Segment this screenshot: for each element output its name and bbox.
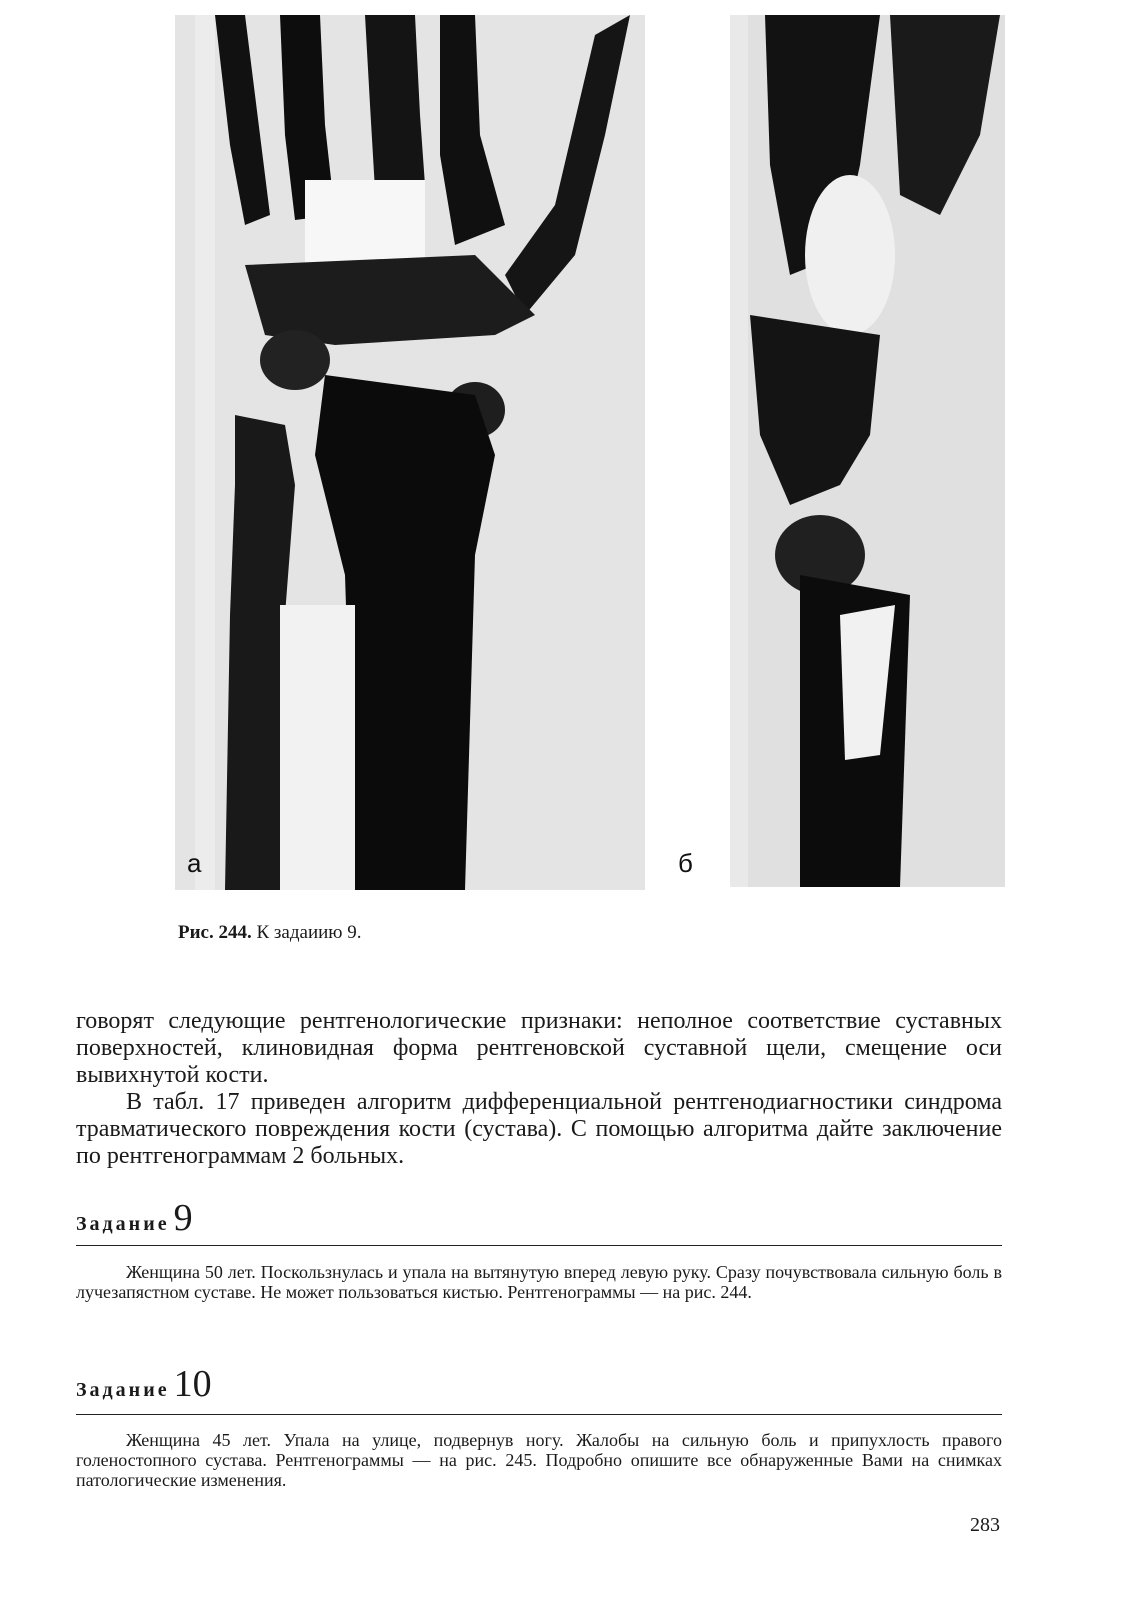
task-9-heading-word: Задание: [76, 1213, 170, 1235]
task-10-divider: [76, 1414, 1002, 1415]
figure-caption-text: К задаиию 9.: [256, 922, 362, 943]
task-9-description: Женщина 50 лет. Поскользнулась и упала на вытянутую вперед левую руку. Сразу почувствовала сильную боль в лучезапястном суставе. Не может пользоваться кистью. Рентгенограммы — на рис. 244.: [76, 1262, 1002, 1302]
task-10-number: 10: [173, 1363, 212, 1405]
body-text: [76, 1008, 1002, 1170]
panel-label-a: а: [187, 848, 202, 878]
body-paragraph-1: говорят следующие рентгенологические признаки: неполное соответствие суставных поверхностей, клиновидная форма рентгеновской суставной щели, смещение оси вывихнутой кости.: [76, 1008, 1002, 1088]
panel-label-b: б: [678, 848, 693, 878]
task-9-text: [76, 1262, 1002, 1302]
xray-panel-a: [175, 15, 645, 890]
task-9-heading: [76, 1196, 193, 1240]
task-9-divider: [76, 1245, 1002, 1246]
task-10-heading: [76, 1362, 212, 1406]
body-paragraph-2: В табл. 17 приведен алгоритм дифференциальной рентгенодиагностики синдрома травматического повреждения кости (сустава). С помощью алгоритма дайте заключение по рентгенограммам 2 больных.: [76, 1089, 1002, 1169]
figure-caption-label: Рис. 244.: [178, 922, 252, 943]
task-10-heading-word: Задание: [76, 1379, 170, 1401]
page-number: 283: [970, 1514, 1000, 1536]
task-9-number: 9: [173, 1197, 193, 1239]
task-10-description: Женщина 45 лет. Упала на улице, подвернув ногу. Жалобы на сильную боль и припухлость правого голеностопного сустава. Рентгенограммы — на рис. 245. Подробно опишите все обнаруженные Вами на снимках патологические изменения.: [76, 1430, 1002, 1490]
figure-caption: [178, 922, 362, 944]
xray-image-a: [175, 15, 645, 890]
task-10-text: [76, 1430, 1002, 1490]
xray-panel-b: [678, 15, 1005, 887]
xray-image-b: [730, 15, 1005, 887]
